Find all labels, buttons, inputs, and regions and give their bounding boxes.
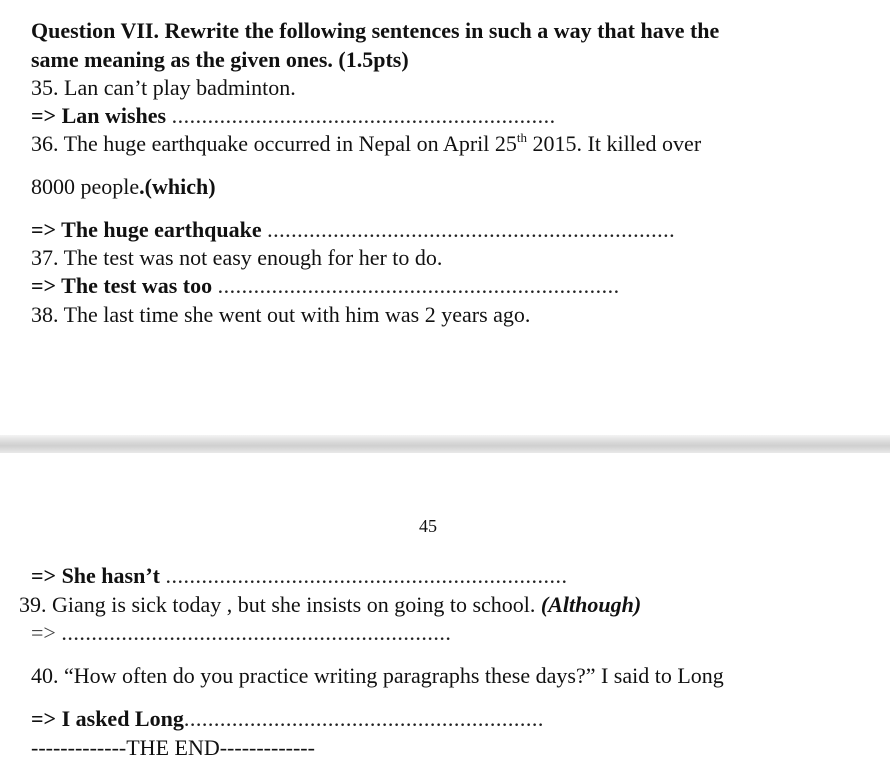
question-36-prompt-b: 2015. It killed over: [527, 131, 702, 156]
question-35-answer-line: [31, 103, 556, 129]
question-36-answer-line: [31, 217, 675, 243]
question-38-answer-prefix: => She hasn’t: [31, 563, 160, 588]
answer-blank: ................................................................: [171, 103, 556, 128]
question-39-prompt-text: 39. Giang is sick today , but she insists on going to school.: [19, 592, 541, 617]
ordinal-suffix: th: [516, 130, 528, 145]
page-break-divider: [0, 435, 890, 453]
question-40-answer-prefix: => I asked Long: [31, 706, 184, 731]
the-end-footer: -------------THE END-------------: [31, 735, 315, 760]
question-36-prompt-cont: 8000 people: [31, 174, 140, 199]
question-39-hint: (Although): [540, 592, 642, 617]
question-36-answer-prefix: => The huge earthquake: [31, 217, 262, 242]
question-39-prompt: [19, 592, 641, 618]
question-40-answer-line: [31, 706, 544, 732]
question-36-hint: .(which): [139, 174, 216, 199]
answer-blank: ....................................................................: [267, 217, 676, 242]
question-39-answer-line: [31, 620, 451, 646]
question-37-answer-prefix: => The test was too: [31, 273, 213, 298]
section-heading-line2: same meaning as the given ones. (1.5pts): [31, 47, 409, 72]
question-35-prompt: 35. Lan can’t play badminton.: [31, 75, 296, 100]
question-39-answer-prefix: =>: [31, 620, 56, 645]
question-35-answer-prefix: => Lan wishes: [31, 103, 167, 128]
answer-blank: ...................................................................: [217, 273, 620, 298]
question-37-answer-line: [31, 273, 620, 299]
question-36-prompt-continued: [31, 174, 216, 200]
question-40-prompt: 40. “How often do you practice writing paragraphs these days?” I said to Long: [31, 663, 724, 688]
question-38-prompt: 38. The last time she went out with him was 2 years ago.: [31, 302, 531, 327]
section-heading-line1: Question VII. Rewrite the following sentences in such a way that have the: [31, 18, 720, 43]
question-36-prompt-a: 36. The huge earthquake occurred in Nepal on April 25: [31, 131, 517, 156]
question-38-answer-line: [31, 563, 568, 589]
answer-blank: ...................................................................: [165, 563, 568, 588]
question-37-prompt: 37. The test was not easy enough for her to do.: [31, 245, 443, 270]
answer-blank: ............................................................: [183, 706, 544, 731]
page-number: 45: [419, 516, 437, 536]
answer-blank: .................................................................: [61, 620, 452, 645]
question-36-prompt: [31, 131, 701, 160]
